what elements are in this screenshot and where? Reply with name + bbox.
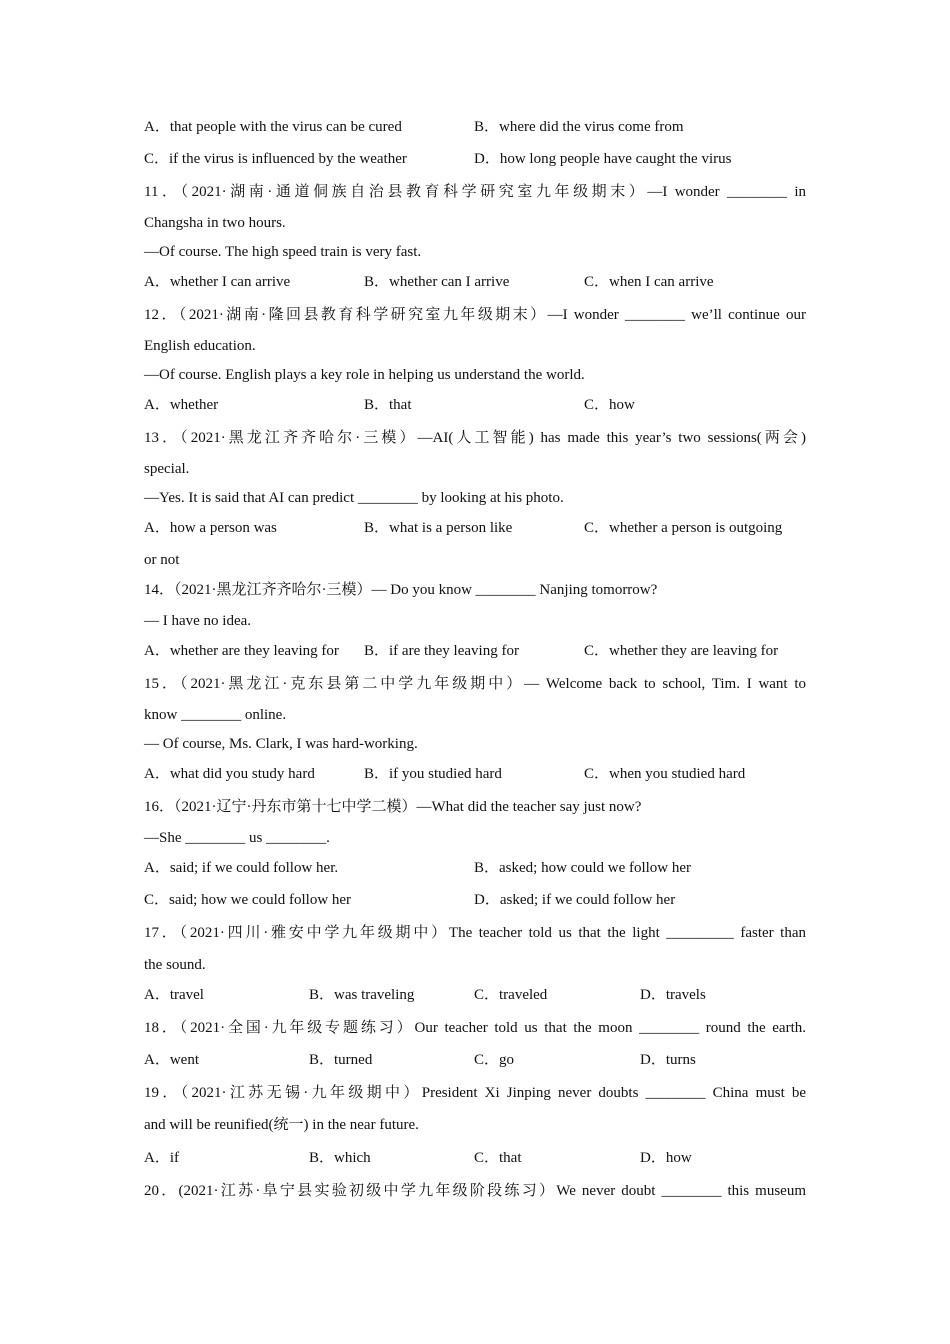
q19-option-b: B．which xyxy=(309,1150,371,1166)
q11-option-c: C．when I can arrive xyxy=(584,274,714,290)
q20-stem: 20．(2021·江苏·阜宁县实验初级中学九年级阶段练习）We never doubt ________ this museum xyxy=(144,1183,806,1199)
q13-reply: —Yes. It is said that AI can predict ________ by looking at his photo. xyxy=(144,490,564,506)
q15-option-a: A．what did you study hard xyxy=(144,766,315,782)
q12-stem: 12．（2021·湖南·隆回县教育科学研究室九年级期末）—I wonder ________ we’ll continue our xyxy=(144,307,806,323)
q18-stem: 18．（2021·全国·九年级专题练习）Our teacher told us that the moon ________ round the earth. xyxy=(144,1020,806,1036)
q12-option-a: A．whether xyxy=(144,397,219,413)
q13-option-c: C．whether a person is outgoing xyxy=(584,520,783,536)
q11-option-a: A．whether I can arrive xyxy=(144,274,291,290)
q12-option-c: C．how xyxy=(584,397,635,413)
q17-option-d: D．travels xyxy=(640,987,706,1003)
q19-option-a: A．if xyxy=(144,1150,179,1166)
q16-option-a: A．said; if we could follow her. xyxy=(144,860,339,876)
q19-option-d: D．how xyxy=(640,1150,692,1166)
q14-option-a: A．whether are they leaving for xyxy=(144,643,339,659)
q12-reply: —Of course. English plays a key role in helping us understand the world. xyxy=(144,367,585,383)
q16-option-d: D．asked; if we could follow her xyxy=(474,892,676,908)
q14-stem: 14．（2021·黑龙江齐齐哈尔·三模）— Do you know ________ Nanjing tomorrow? xyxy=(144,582,658,598)
q10-option-d: D．how long people have caught the virus xyxy=(474,151,732,167)
q16-stem: 16．（2021·辽宁·丹东市第十七中学二模）—What did the teacher say just now? xyxy=(144,799,642,815)
q15-stem-cont: know ________ online. xyxy=(144,707,287,723)
q13-option-b: B．what is a person like xyxy=(364,520,513,536)
q18-option-d: D．turns xyxy=(640,1052,696,1068)
q17-stem-cont: the sound. xyxy=(144,957,206,973)
q18-option-a: A．went xyxy=(144,1052,199,1068)
q12-stem-cont: English education. xyxy=(144,338,256,354)
q13-stem: 13．（2021·黑龙江齐齐哈尔·三模）—AI(人工智能) has made this year’s two sessions(两会) xyxy=(144,430,806,446)
q16-option-c: C．said; how we could follow her xyxy=(144,892,352,908)
q10-option-b: B．where did the virus come from xyxy=(474,119,684,135)
q15-option-b: B．if you studied hard xyxy=(364,766,502,782)
q16-reply: —She ________ us ________. xyxy=(144,830,330,846)
q15-reply: — Of course, Ms. Clark, I was hard-working. xyxy=(144,736,418,752)
q18-option-c: C．go xyxy=(474,1052,515,1068)
q11-stem: 11．（2021·湖南·通道侗族自治县教育科学研究室九年级期末）—I wonder ________ in xyxy=(144,184,806,200)
q15-stem: 15．（2021·黑龙江·克东县第二中学九年级期中）— Welcome back to school, Tim. I want to xyxy=(144,676,806,692)
q14-option-b: B．if are they leaving for xyxy=(364,643,519,659)
q10-option-c: C．if the virus is influenced by the weather xyxy=(144,151,407,167)
q10-option-a: A．that people with the virus can be cured xyxy=(144,119,402,135)
q17-option-a: A．travel xyxy=(144,987,204,1003)
q19-option-c: C．that xyxy=(474,1150,522,1166)
q17-option-c: C．traveled xyxy=(474,987,548,1003)
q19-stem-cont: and will be reunified(统一) in the near future. xyxy=(144,1117,419,1133)
q17-stem: 17．（2021·四川·雅安中学九年级期中）The teacher told us that the light _________ faster than xyxy=(144,925,806,941)
q13-option-c-cont: or not xyxy=(144,552,180,568)
q13-stem-cont: special. xyxy=(144,461,190,477)
q16-option-b: B．asked; how could we follow her xyxy=(474,860,692,876)
q12-option-b: B．that xyxy=(364,397,412,413)
q18-option-b: B．turned xyxy=(309,1052,373,1068)
q19-stem: 19．（2021·江苏无锡·九年级期中）President Xi Jinping never doubts ________ China must be xyxy=(144,1085,806,1101)
q11-stem-cont: Changsha in two hours. xyxy=(144,215,286,231)
q14-reply: — I have no idea. xyxy=(144,613,252,629)
q13-option-a: A．how a person was xyxy=(144,520,277,536)
q11-option-b: B．whether can I arrive xyxy=(364,274,510,290)
q15-option-c: C．when you studied hard xyxy=(584,766,746,782)
q14-option-c: C．whether they are leaving for xyxy=(584,643,779,659)
q11-reply: —Of course. The high speed train is very fast. xyxy=(144,244,422,260)
q17-option-b: B．was traveling xyxy=(309,987,415,1003)
